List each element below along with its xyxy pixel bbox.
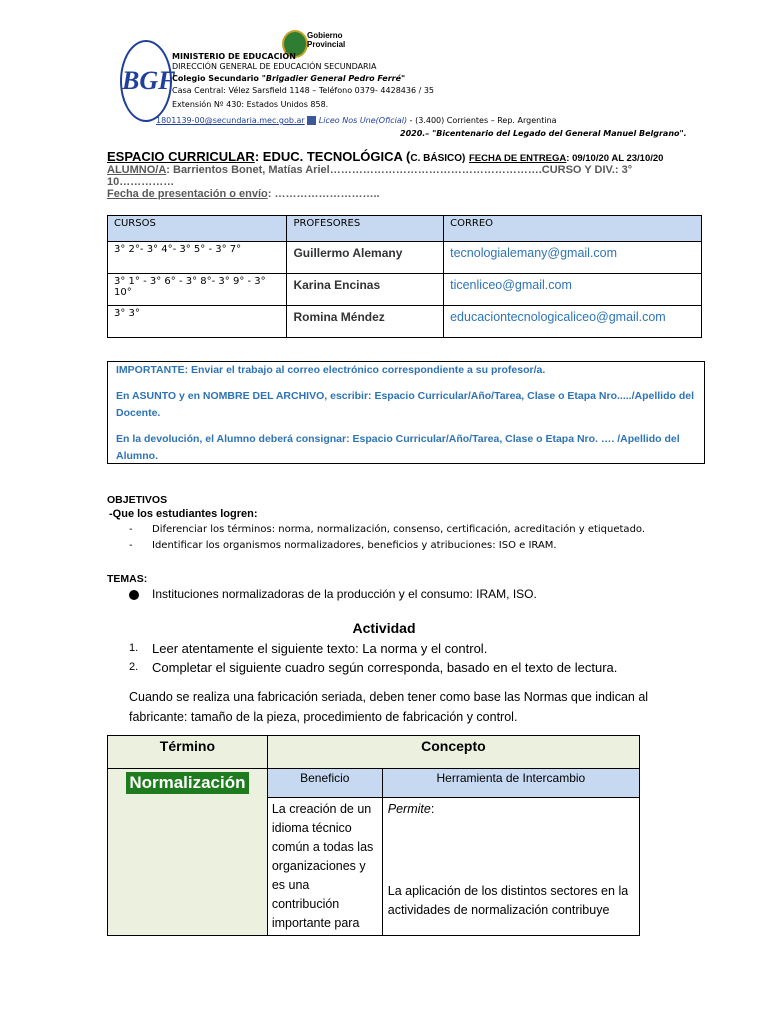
header-termino: Término bbox=[108, 736, 268, 769]
courses-header-row bbox=[108, 216, 702, 242]
term-normalizacion: Normalización bbox=[126, 772, 248, 794]
alumno-line bbox=[107, 164, 677, 176]
fecha-presentacion-label: Fecha de presentación o envío bbox=[107, 188, 268, 200]
tema-text: Instituciones normalizadoras de la producción y el consumo: IRAM, ISO. bbox=[152, 587, 537, 601]
ciclo: C. BÁSICO) bbox=[410, 153, 466, 164]
subheader-herramienta: Herramienta de Intercambio bbox=[382, 769, 639, 798]
terms-subheader-row bbox=[108, 769, 640, 798]
school-email-link[interactable]: 1801139-00@secundaria.mec.gob.ar bbox=[156, 116, 305, 125]
objectives-section bbox=[107, 494, 707, 554]
table-row bbox=[108, 242, 702, 274]
facebook-icon bbox=[307, 116, 316, 125]
year-motto: 2020.– "Bicentenario del Legado del General Manuel Belgrano". bbox=[400, 129, 687, 138]
extension-line: Extensión Nº 430: Estados Unidos 858. bbox=[172, 100, 329, 109]
cursos-cell: 3° 3° bbox=[108, 306, 287, 338]
list-item bbox=[107, 587, 707, 601]
list-item: - Identificar los organismos normalizadores, beneficios y atribuciones: ISO e IRAM. bbox=[107, 538, 707, 554]
cursos-cell: 3° 1° - 3° 6° - 3° 8°- 3° 9° - 3° 10° bbox=[108, 274, 287, 306]
step-number: 1. bbox=[129, 642, 139, 654]
facebook-page-link[interactable]: Liceo Nos Une(Oficial) bbox=[318, 116, 408, 125]
direccion-line: DIRECCIÓN GENERAL DE EDUCACIÓN SECUNDARIA bbox=[172, 62, 377, 71]
fecha-presentacion-value: : ……………………….. bbox=[267, 188, 380, 200]
espacio-line bbox=[107, 149, 677, 164]
intro-paragraph: Cuando se realiza una fabricación seriada, deben tener como base las Normas que indican al fabricante: tamaño de la pieza, procedimiento de fabricación y control. bbox=[129, 690, 649, 724]
fecha-presentacion-line bbox=[107, 188, 677, 200]
espacio-label: ESPACIO CURRICULAR bbox=[107, 149, 255, 164]
profesor-cell: Karina Encinas bbox=[287, 274, 444, 306]
beneficio-cell[interactable]: La creación de un idioma técnico común a todas las organizaciones y es una contribución importante para bbox=[267, 798, 382, 936]
objectives-title: OBJETIVOS bbox=[107, 494, 168, 506]
courses-table bbox=[107, 215, 702, 338]
profesor-cell: Guillermo Alemany bbox=[287, 242, 444, 274]
actividad-steps bbox=[107, 639, 707, 677]
header-profesores: PROFESORES bbox=[287, 216, 444, 242]
temas-title: TEMAS: bbox=[107, 573, 148, 585]
ministerio-line: MINISTERIO DE EDUCACIÓN bbox=[172, 52, 296, 61]
objectives-list bbox=[107, 522, 707, 554]
address-rest: - (3.400) Corrientes – Rep. Argentina bbox=[409, 116, 557, 125]
curso-continuation: 10…………… bbox=[107, 176, 175, 188]
important-paragraph-2: En ASUNTO y en NOMBRE DEL ARCHIVO, escribir: Espacio Curricular/Año/Tarea, Clase o Etapa Nro...../Apellido del Docente. bbox=[116, 390, 695, 419]
correo-link[interactable]: tecnologialemany@gmail.com bbox=[444, 242, 702, 274]
contact-line bbox=[156, 116, 557, 125]
term-cell bbox=[108, 769, 268, 936]
alumno-dots: ………………………………………………….CURSO Y DIV.: 3° bbox=[329, 164, 633, 176]
alumno-label: ALUMNO/A bbox=[107, 164, 167, 176]
table-row bbox=[108, 274, 702, 306]
bullet-icon bbox=[129, 590, 139, 600]
step-text: Completar el siguiente cuadro según corresponda, basado en el texto de lectura. bbox=[152, 660, 618, 675]
terms-table bbox=[107, 735, 640, 936]
cursos-cell: 3° 2°- 3° 4°- 3° 5° - 3° 7° bbox=[108, 242, 287, 274]
colegio-name: "Brigadier General Pedro Ferré" bbox=[261, 74, 406, 83]
correo-link[interactable]: ticenliceo@gmail.com bbox=[444, 274, 702, 306]
important-notice-box bbox=[107, 361, 705, 464]
gov-line-2: Provincial bbox=[307, 40, 346, 49]
profesor-cell: Romina Méndez bbox=[287, 306, 444, 338]
herramienta-cell[interactable] bbox=[382, 798, 639, 936]
header-correo: CORREO bbox=[444, 216, 702, 242]
casa-central-line: Casa Central: Vélez Sarsfield 1148 – Teléfono 0379- 4428436 / 35 bbox=[172, 86, 435, 95]
colegio-line bbox=[172, 74, 405, 83]
subheader-beneficio: Beneficio bbox=[267, 769, 382, 798]
government-label bbox=[307, 31, 367, 49]
step-number: 2. bbox=[129, 661, 139, 673]
actividad-title: Actividad bbox=[352, 620, 416, 636]
important-paragraph-3: En la devolución, el Alumno deberá consignar: Espacio Curricular/Año/Tarea, Clase o Etapa Nro. …. /Apellido del Alumno. bbox=[116, 433, 680, 462]
espacio-value: : EDUC. TECNOLÓGICA ( bbox=[254, 149, 411, 164]
list-item bbox=[107, 639, 707, 658]
step-text: Leer atentamente el siguiente texto: La norma y el control. bbox=[152, 641, 488, 656]
list-item: - Diferenciar los términos: norma, normalización, consenso, certificación, acreditación y etiquetado. bbox=[107, 522, 707, 538]
permite-label: Permite bbox=[387, 802, 431, 816]
temas-section bbox=[107, 573, 707, 601]
colegio-prefix: Colegio Secundario bbox=[172, 74, 259, 83]
header-cursos: CURSOS bbox=[108, 216, 287, 242]
herramienta-text: La aplicación de los distintos sectores en la actividades de normalización contribuye bbox=[387, 884, 629, 917]
correo-link[interactable]: educaciontecnologicaliceo@gmail.com bbox=[444, 306, 702, 338]
gov-line-1: Gobierno bbox=[307, 31, 343, 40]
objectives-subtitle: -Que los estudiantes logren: bbox=[109, 508, 258, 520]
fecha-entrega-label: FECHA DE ENTREGA bbox=[468, 153, 567, 164]
alumno-value: : Barrientos Bonet, Matías Ariel bbox=[166, 164, 330, 176]
important-paragraph-1: IMPORTANTE: Enviar el trabajo al correo electrónico correspondiente a su profesor/a. bbox=[116, 364, 546, 376]
fecha-entrega-value: : 09/10/20 AL 23/10/20 bbox=[566, 153, 664, 164]
header-concepto: Concepto bbox=[267, 736, 639, 769]
terms-header-row bbox=[108, 736, 640, 769]
school-logo: BGF bbox=[120, 40, 172, 122]
assignment-info bbox=[107, 149, 677, 200]
permite-colon: : bbox=[430, 802, 435, 816]
table-row bbox=[108, 306, 702, 338]
list-item bbox=[107, 658, 707, 677]
